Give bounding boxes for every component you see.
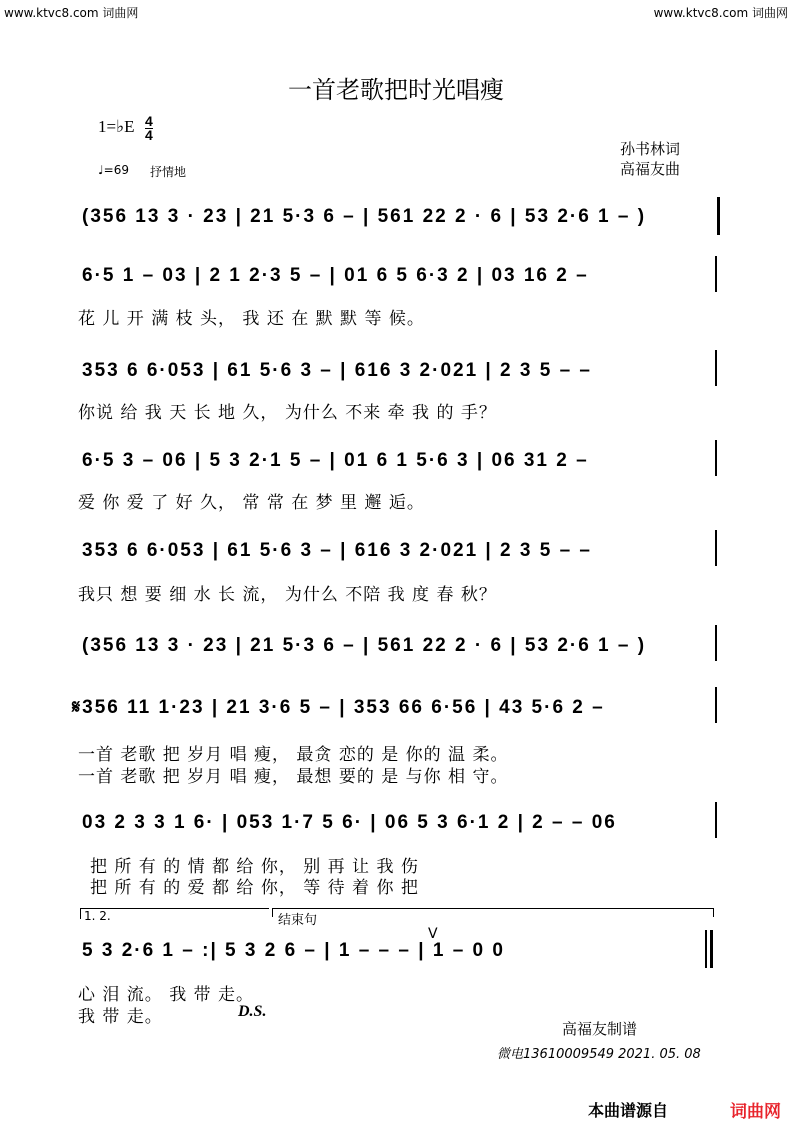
score-row-7: 𝄋356 11 1·23 | 21 3·6 5 – | 353 66 6·56 | 43 5·6 2 – — [72, 697, 605, 718]
score-row-9: 5 3 2·6 1 – :| 5 3 2 6 – | 1 – – – | 1 – 0 0 — [82, 940, 505, 961]
lyricist: 孙书林词 — [620, 140, 681, 158]
volta-label: 1. 2. — [84, 909, 111, 923]
lyrics-row-7-verse-2: 一首 老歌 把 岁月 唱 瘦， 最想 要的 是 与你 相 守。 — [78, 767, 509, 787]
expression-marking: 抒情地 — [150, 165, 187, 179]
watermark-left: www.ktvc8.com 词曲网 — [4, 6, 139, 20]
tempo-marking: ♩=69 — [98, 163, 129, 177]
contact-info: 微电13610009549 2021. 05. 08 — [497, 1047, 701, 1062]
footer-logo[interactable]: 词曲网 — [730, 1102, 781, 1122]
lyrics-row-9-verse-1: 心 泪 流。 我 带 走。 — [78, 985, 255, 1005]
key-signature: 1=♭E — [98, 117, 135, 136]
time-bottom: 4 — [145, 127, 153, 143]
lyrics-row-2: 花 儿 开 满 枝 头， 我 还 在 默 默 等 候。 — [78, 309, 425, 329]
row-end-bar — [715, 530, 717, 566]
score-row-6: (356 13 3 · 23 | 21 5·3 6 – | 561 22 2 · 6 | 53 2·6 1 – ) — [82, 635, 647, 656]
score-row-2: 6·5 1 – 03 | 2 1 2·3 5 – | 01 6 5 6·3 2 | 03 16 2 – — [82, 265, 589, 286]
ending-bracket — [272, 908, 714, 917]
row-end-bar — [715, 802, 717, 838]
lyrics-row-5: 我只 想 要 细 水 长 流， 为什么 不陪 我 度 春 秋？ — [78, 585, 497, 605]
final-bar-thin — [705, 930, 707, 968]
row-end-bar — [715, 256, 717, 292]
lyrics-row-8-verse-1: 把 所 有 的 情 都 给 你， 别 再 让 我 伤 — [90, 857, 419, 877]
lyrics-row-9-verse-2: 我 带 走。 — [78, 1007, 163, 1027]
time-top: 4 — [145, 113, 153, 129]
row-end-bar — [715, 625, 717, 661]
song-title: 一首老歌把时光唱瘦 — [288, 76, 504, 104]
time-signature — [145, 115, 153, 142]
footer-source-text: 本曲谱源自 — [588, 1101, 669, 1120]
watermark-right: www.ktvc8.com 词曲网 — [653, 6, 788, 20]
final-bar — [710, 930, 713, 968]
row-end-bar — [715, 687, 717, 723]
composer: 高福友曲 — [620, 160, 681, 178]
row-end-bar — [715, 350, 717, 386]
score-row-1: (356 13 3 · 23 | 21 5·3 6 – | 561 22 2 · 6 | 53 2·6 1 – ) — [82, 206, 647, 227]
lyrics-row-7-verse-1: 一首 老歌 把 岁月 唱 瘦， 最贪 恋的 是 你的 温 柔。 — [78, 745, 509, 765]
score-row-4: 6·5 3 – 06 | 5 3 2·1 5 – | 01 6 1 5·6 3 | 06 31 2 – — [82, 450, 589, 471]
lyrics-row-3: 你说 给 我 天 长 地 久， 为什么 不来 牵 我 的 手？ — [78, 403, 497, 423]
score-row-3: 353 6 6·053 | 61 5·6 3 – | 616 3 2·021 | 2 3 5 – – — [82, 360, 592, 381]
arranger-credit: 高福友制谱 — [562, 1020, 638, 1038]
ds-marking: D.S. — [238, 1003, 267, 1020]
row-end-bar — [715, 440, 717, 476]
score-row-8: 03 2 3 3 1 6· | 053 1·7 5 6· | 06 5 3 6·1 2 | 2 – – 06 — [82, 812, 617, 833]
row-end-bar — [717, 197, 720, 235]
score-row-5: 353 6 6·053 | 61 5·6 3 – | 616 3 2·021 | 2 3 5 – – — [82, 540, 592, 561]
breath-mark: V — [428, 926, 438, 942]
ending-label: 结束句 — [278, 913, 318, 928]
lyrics-row-4: 爱 你 爱 了 好 久， 常 常 在 梦 里 邂 逅。 — [78, 493, 425, 513]
lyrics-row-8-verse-2: 把 所 有 的 爱 都 给 你， 等 待 着 你 把 — [90, 878, 419, 898]
